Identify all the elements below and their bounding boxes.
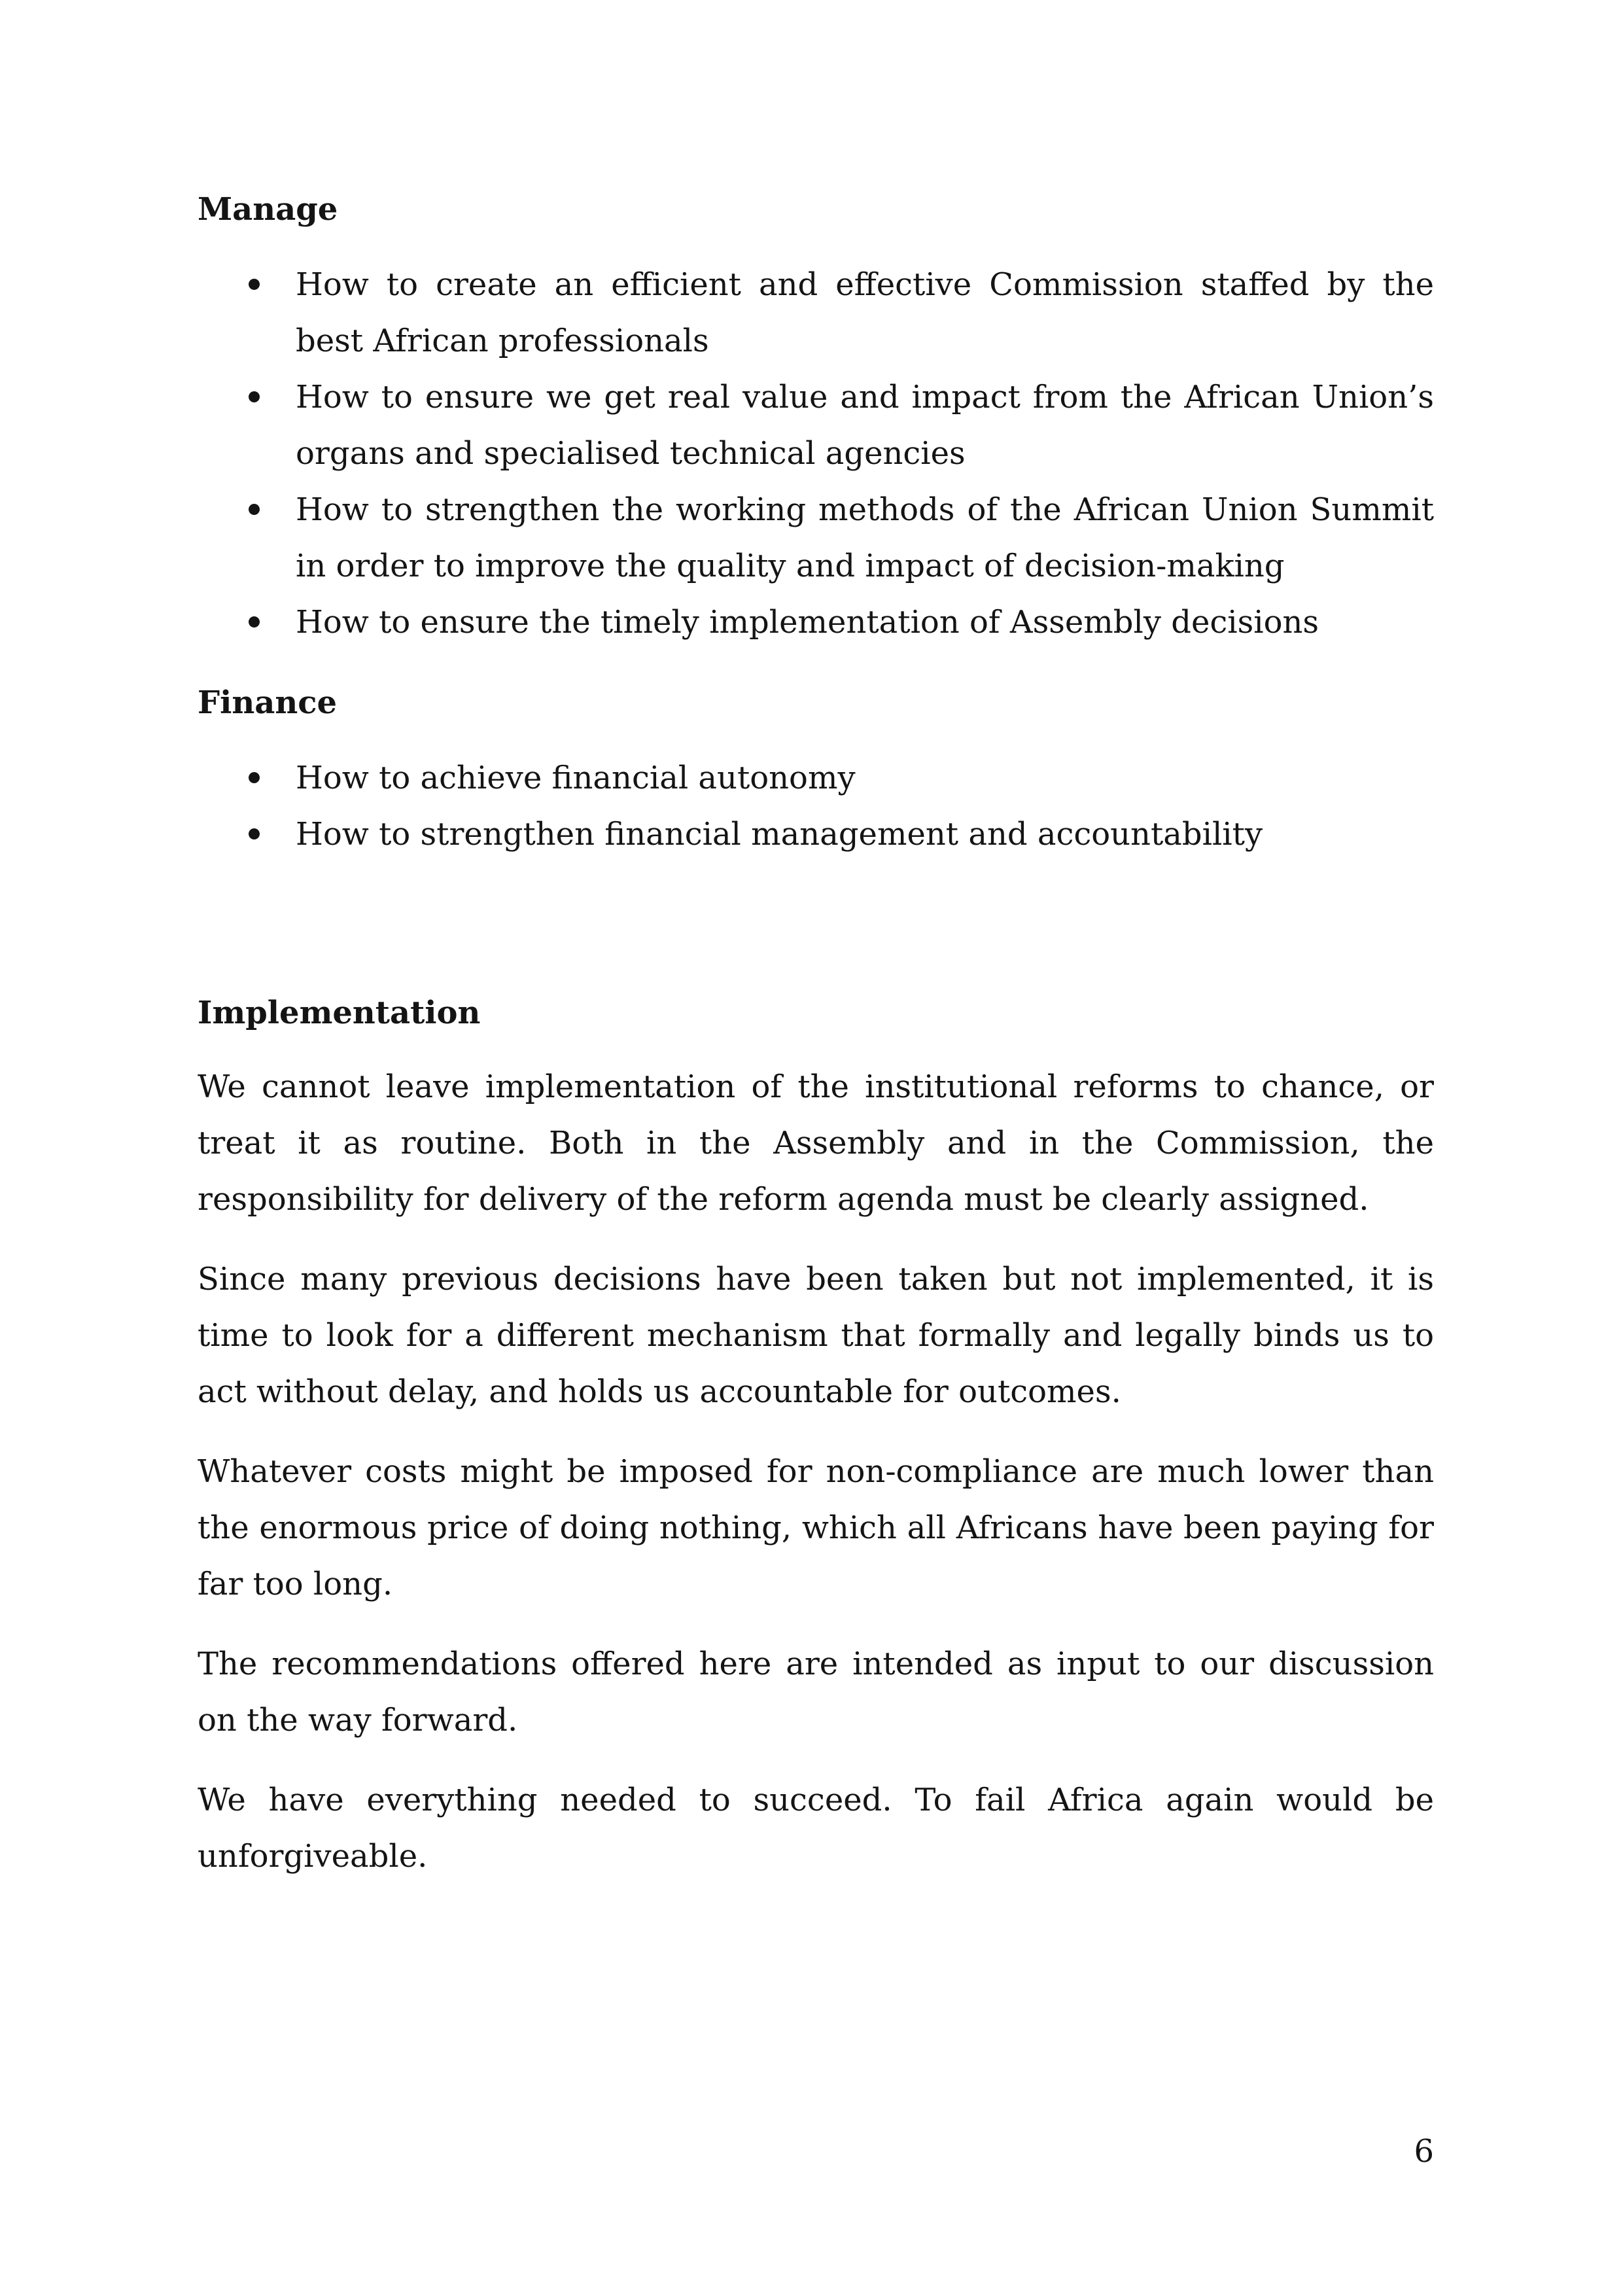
bullet-text: How to strengthen the working methods of the African Union Summit in order to improve the quality and impact of decision-making [296,491,1434,584]
document-page [198,190,1434,1884]
paragraph: We have everything needed to succeed. To fail Africa again would be unforgiveable. [198,1782,1434,1875]
section-heading-finance: Finance [198,684,337,721]
bullet-text: How to create an efficient and effective Commission staffed by the best African professionals [296,266,1434,359]
paragraph: Since many previous decisions have been taken but not implemented, it is time to look for a different mechanism that formally and legally binds us to act without delay, and holds us accountable for outcomes. [198,1261,1434,1410]
bullet-item [198,750,1434,806]
manage-bullet-list [198,256,1434,650]
bullet-icon [249,828,260,839]
paragraph: The recommendations offered here are intended as input to our discussion on the way forward. [198,1646,1434,1739]
paragraph: We cannot leave implementation of the institutional reforms to chance, or treat it as routine. Both in the Assembly and in the Commission, the responsibility for delivery of the reform agenda must be clearly assigned. [198,1069,1434,1218]
bullet-text: How to ensure we get real value and impact from the African Union’s organs and specialised technical agencies [296,379,1434,472]
bullet-item [198,806,1434,862]
paragraph: Whatever costs might be imposed for non-compliance are much lower than the enormous price of doing nothing, which all Africans have been paying for far too long. [198,1453,1434,1602]
page-number: 6 [1414,2133,1434,2170]
bullet-icon [249,772,260,783]
bullet-icon [249,279,260,290]
finance-bullet-list [198,750,1434,862]
section-heading-manage: Manage [198,191,338,228]
section-heading-implementation: Implementation [198,995,481,1031]
bullet-text: How to strengthen financial management and accountability [296,816,1263,853]
bullet-text: How to achieve financial autonomy [296,760,856,796]
bullet-icon [249,504,260,515]
bullet-item [198,482,1434,594]
bullet-item [198,594,1434,650]
bullet-item [198,369,1434,482]
bullet-text: How to ensure the timely implementation of Assembly decisions [296,604,1319,641]
bullet-icon [249,391,260,402]
bullet-item [198,256,1434,369]
bullet-icon [249,616,260,627]
